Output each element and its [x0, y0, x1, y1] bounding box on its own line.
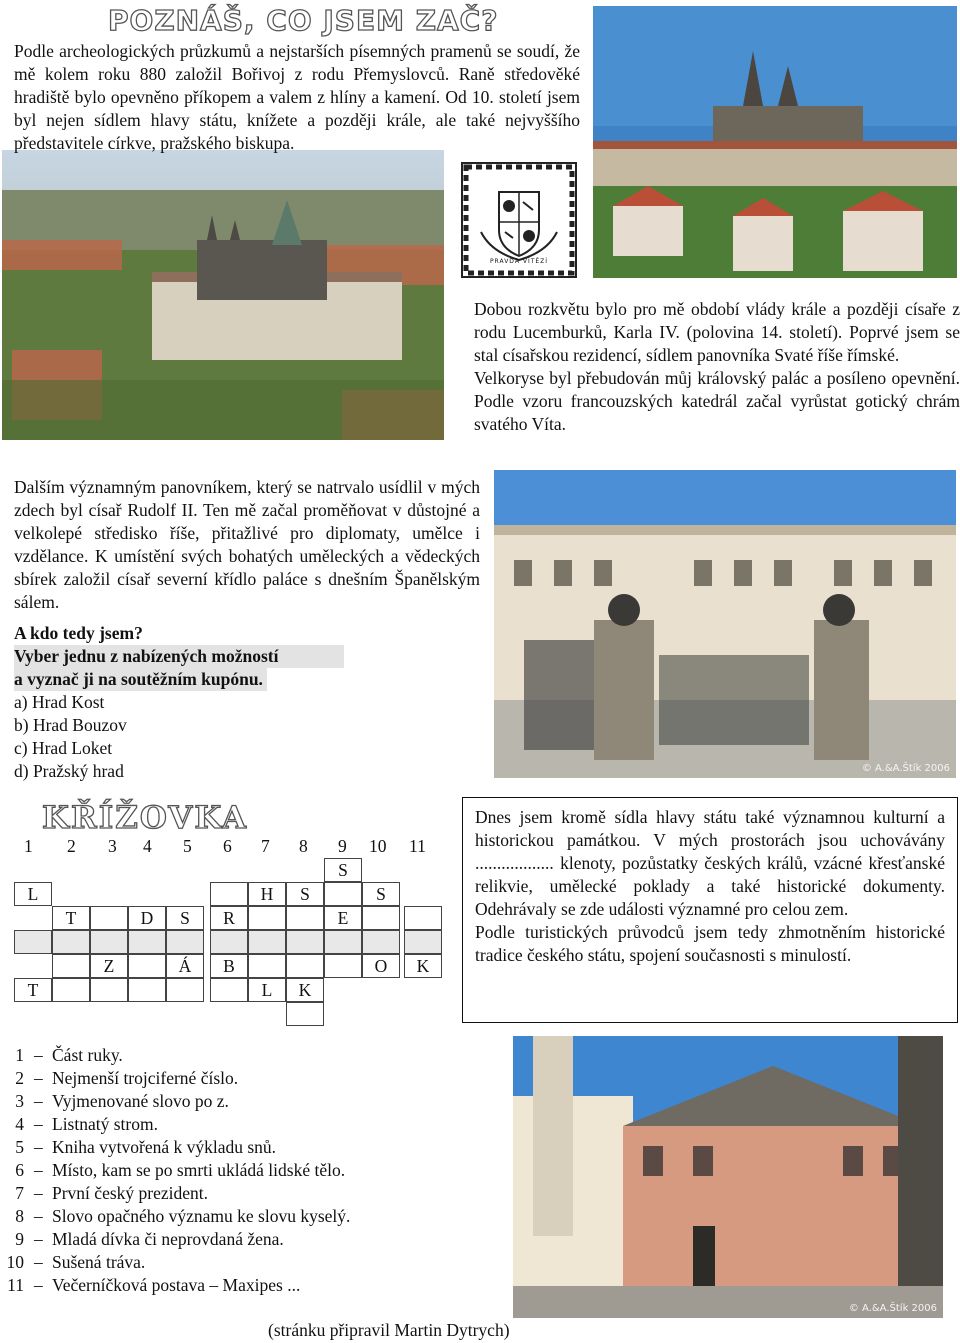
crossword-cell[interactable]: B — [210, 954, 248, 978]
crossword-cell[interactable]: D — [128, 906, 166, 930]
clue-number: 3 — [15, 1091, 24, 1111]
crossword-cell[interactable]: S — [166, 906, 204, 930]
crossword-cell-solution[interactable] — [362, 930, 400, 954]
crossword-cell-solution[interactable] — [128, 930, 166, 954]
crossword-cell-solution[interactable] — [14, 930, 52, 954]
paragraph-charles — [474, 298, 960, 436]
photo-credit-bottom: © A.&A.Štík 2006 — [848, 1303, 937, 1314]
crossword-cell-solution[interactable] — [90, 930, 128, 954]
column-number: 3 — [108, 836, 117, 856]
crossword-title: KŘÍŽOVKA — [42, 800, 249, 836]
crossword-cell-solution[interactable] — [248, 930, 286, 954]
answer-option-a[interactable]: a) Hrad Kost — [14, 692, 105, 712]
crossword-cell[interactable] — [52, 978, 90, 1002]
column-number: 11 — [409, 836, 426, 856]
column-number: 8 — [299, 836, 308, 856]
crossword-cell[interactable] — [362, 906, 400, 930]
column-number: 2 — [67, 836, 76, 856]
clue-item: 10 – Sušená tráva. — [0, 1251, 350, 1274]
column-number: 4 — [143, 836, 152, 856]
column-number: 5 — [183, 836, 192, 856]
answer-option-b[interactable]: b) Hrad Bouzov — [14, 715, 127, 735]
clue-text: Místo, kam se po smrti ukládá lidské tělo. — [52, 1160, 346, 1180]
crossword-cell[interactable] — [128, 978, 166, 1002]
answer-option-d[interactable]: d) Pražský hrad — [14, 761, 124, 781]
clue-text: Listnatý strom. — [52, 1114, 158, 1134]
instruction-line-1: Vyber jednu z nabízených možností — [14, 645, 344, 668]
paragraph-charles-text-b: Velkoryse byl přebudován můj královský palác a posíleno opevnění. Podle vzoru francouzských katedrál začal vyrůstat gotický chrám svatého Víta. — [474, 368, 960, 434]
column-number: 7 — [261, 836, 270, 856]
crossword-cell[interactable] — [128, 954, 166, 978]
crossword-cell[interactable]: E — [324, 906, 362, 930]
crossword-cell[interactable]: L — [248, 978, 286, 1002]
clue-text: Kniha vytvořená k výkladu snů. — [52, 1137, 277, 1157]
clue-item: 2 – Nejmenší trojciferné číslo. — [0, 1067, 350, 1090]
crossword-clues — [0, 1044, 350, 1297]
crossword-cell[interactable] — [286, 906, 324, 930]
clue-item: 1 – Část ruky. — [0, 1044, 350, 1067]
crossword-cell[interactable]: Z — [90, 954, 128, 978]
paragraph-charles-text: Dobou rozkvětu bylo pro mě období vlády krále a později císaře z rodu Lucemburků, Karla IV. (polovina 14. století). Poprvé jsem se stal císařskou rezidencí, sídlem panovníka Svaté říše římské. — [474, 299, 960, 365]
crossword-cell[interactable] — [286, 1002, 324, 1026]
clue-number: 8 — [15, 1206, 24, 1226]
crossword-cell[interactable]: K — [404, 954, 442, 978]
heritage-text-1: Dnes jsem kromě sídla hlavy státu také významnou kulturní a historickou památkou. V mých prostorách jsou uchovávány .................. klenoty, pozůstatky českých králů, vzácné křesťanské relikvie, umělecké poklady a také historické dokumenty. Odehrávaly se zde události významné pro celou zem. — [475, 807, 945, 919]
heritage-text-box — [462, 797, 958, 1023]
clue-text: Sušená tráva. — [52, 1252, 146, 1272]
answer-option-c[interactable]: c) Hrad Loket — [14, 738, 113, 758]
clue-number: 1 — [15, 1045, 24, 1065]
crossword-grid — [0, 0, 460, 1030]
crossword-cell[interactable] — [286, 954, 324, 978]
crossword-cell[interactable]: Á — [166, 954, 204, 978]
clue-item: 8 – Slovo opačného významu ke slovu kyselý. — [0, 1205, 350, 1228]
crossword-cell[interactable] — [52, 954, 90, 978]
clue-text: Mladá dívka či neprovdaná žena. — [52, 1229, 284, 1249]
column-number: 9 — [338, 836, 347, 856]
palace-gate-photo — [494, 470, 956, 778]
clue-item: 11 – Večerníčková postava – Maxipes ... — [0, 1274, 350, 1297]
instruction-line-2: a vyznač ji na soutěžním kupónu. — [14, 668, 267, 691]
clue-number: 6 — [15, 1160, 24, 1180]
crossword-cell[interactable] — [404, 906, 442, 930]
crossword-cell[interactable] — [324, 882, 362, 906]
crossword-cell[interactable]: L — [14, 882, 52, 906]
clue-item: 4 – Listnatý strom. — [0, 1113, 350, 1136]
clue-item: 5 – Kniha vytvořená k výkladu snů. — [0, 1136, 350, 1159]
cathedral-photo — [593, 6, 957, 278]
column-number: 1 — [24, 836, 33, 856]
state-emblem — [461, 162, 577, 278]
paragraph-rudolf: Dalším významným panovníkem, který se natrvalo usídlil v mých zdech byl císař Rudolf II. Ten mě začal proměňovat v důstojné a velkolepé středisko říše, přitažlivé pro diplomaty, umělce i vzdělance. K umístění svých bohatých uměleckých a vědeckých sbírek založil císař severní křídlo paláce s dnešním Španělským sálem. — [14, 477, 480, 612]
clue-text: Večerníčková postava – Maxipes ... — [52, 1275, 301, 1295]
clue-text: Nejmenší trojciferné číslo. — [52, 1068, 239, 1088]
crossword-cell-solution[interactable] — [324, 930, 362, 954]
crossword-cell[interactable] — [210, 882, 248, 906]
emblem-motto: PRAVDA VÍTĚZÍ — [489, 258, 549, 265]
crossword-cell[interactable] — [90, 906, 128, 930]
crossword-cell[interactable]: T — [52, 906, 90, 930]
photo-credit: © A.&A.Štík 2006 — [861, 763, 950, 774]
crossword-cell[interactable] — [248, 954, 286, 978]
clue-number: 11 — [7, 1275, 24, 1295]
clue-text: Část ruky. — [52, 1045, 123, 1065]
crossword-cell[interactable]: S — [362, 882, 400, 906]
clue-text: Vyjmenované slovo po z. — [52, 1091, 229, 1111]
crossword-cell[interactable] — [166, 978, 204, 1002]
column-number: 6 — [223, 836, 232, 856]
old-palace-photo — [513, 1036, 943, 1318]
crossword-cell[interactable]: O — [362, 954, 400, 978]
crossword-cell[interactable] — [210, 978, 248, 1002]
clue-item: 7 – První český prezident. — [0, 1182, 350, 1205]
crossword-cell-solution[interactable] — [286, 930, 324, 954]
crossword-cell[interactable] — [248, 906, 286, 930]
crossword-cell[interactable]: K — [286, 978, 324, 1002]
crossword-cell-solution[interactable] — [404, 930, 442, 954]
crossword-cell[interactable] — [324, 954, 362, 978]
question-text: A kdo tedy jsem? — [14, 623, 143, 643]
crossword-cell-solution[interactable] — [166, 930, 204, 954]
clue-item: 6 – Místo, kam se po smrti ukládá lidské tělo. — [0, 1159, 350, 1182]
crossword-cell[interactable]: S — [286, 882, 324, 906]
column-number: 10 — [369, 836, 387, 856]
crossword-cell[interactable]: R — [210, 906, 248, 930]
clue-number: 10 — [6, 1252, 24, 1272]
clue-item: 3 – Vyjmenované slovo po z. — [0, 1090, 350, 1113]
intro-paragraph: Podle archeologických průzkumů a nejstarších písemných pramenů se soudí, že mě kolem roku 880 založil Bořivoj z rodu Přemyslovců. Raně středověké hradiště bylo opevněno příkopem a valem z hlíny a kamení. Od 10. století jsem byl nejen sídlem hlavy státu, knížete a později krále, ale také nejvyššího představitele církve, pražského biskupa. — [14, 41, 580, 153]
clue-item: 9 – Mladá dívka či neprovdaná žena. — [0, 1228, 350, 1251]
clue-number: 7 — [15, 1183, 24, 1203]
heritage-text-2: Podle turistických průvodců jsem tedy zhmotněním historické tradice českého státu, spojení současnosti s minulostí. — [475, 922, 945, 965]
clue-text: První český prezident. — [52, 1183, 208, 1203]
crossword-cell-solution[interactable] — [52, 930, 90, 954]
clue-number: 5 — [15, 1137, 24, 1157]
crossword-cell[interactable]: H — [248, 882, 286, 906]
crossword-cell-solution[interactable] — [210, 930, 248, 954]
crossword-cell[interactable] — [90, 978, 128, 1002]
clue-number: 4 — [15, 1114, 24, 1134]
crossword-cell[interactable]: T — [14, 978, 52, 1002]
page-title: POZNÁŠ, CO JSEM ZAČ? — [108, 4, 499, 37]
clue-number: 2 — [15, 1068, 24, 1088]
clue-text: Slovo opačného významu ke slovu kyselý. — [52, 1206, 351, 1226]
footer-credit: (stránku připravil Martin Dytrych) — [268, 1320, 510, 1340]
clue-number: 9 — [15, 1229, 24, 1249]
crossword-cell[interactable]: S — [324, 858, 362, 882]
